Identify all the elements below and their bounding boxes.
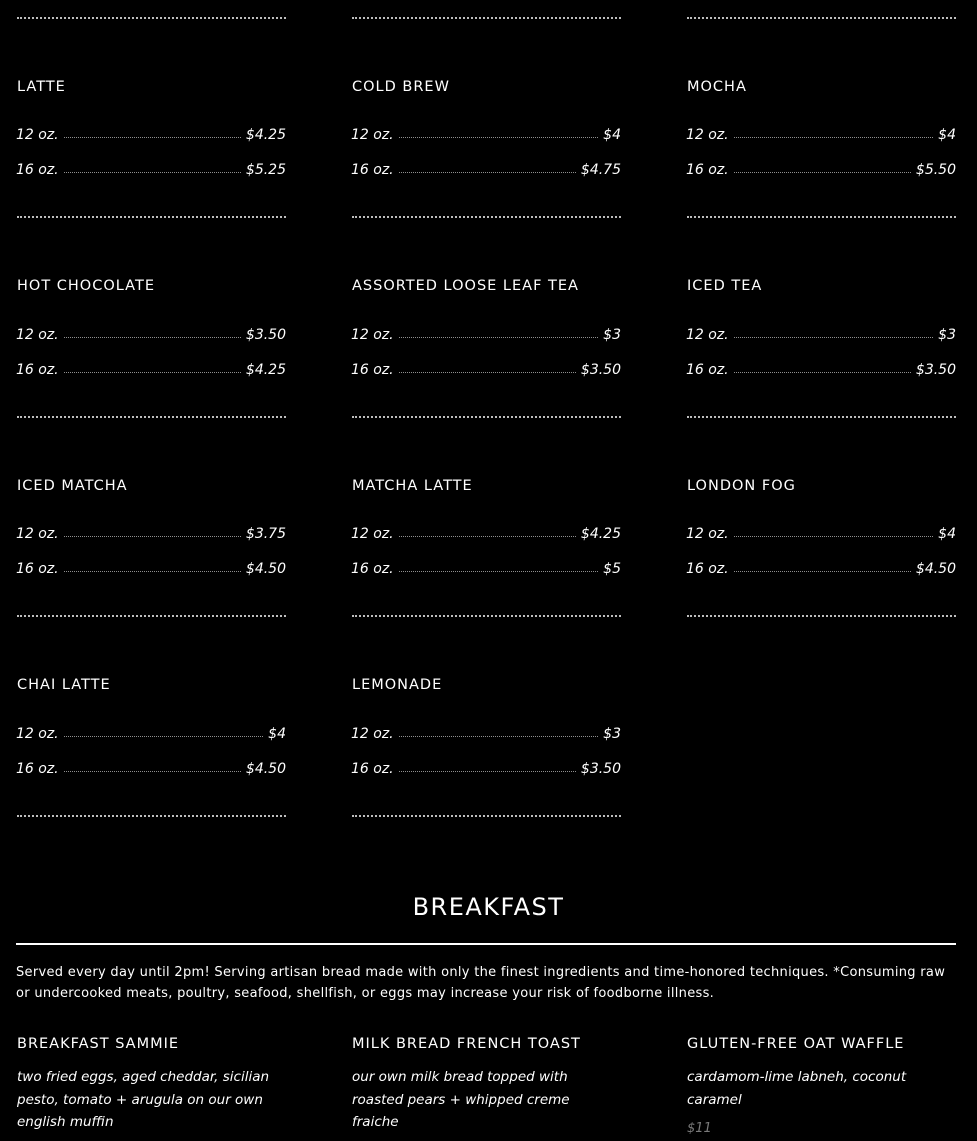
menu-separator bbox=[17, 416, 286, 418]
price-row-12oz bbox=[16, 522, 286, 542]
price-leader bbox=[64, 771, 241, 772]
item-name: ASSORTED LOOSE LEAF TEA bbox=[352, 278, 579, 294]
price-row-16oz bbox=[16, 158, 286, 178]
price-leader bbox=[734, 337, 934, 338]
price-leader bbox=[734, 137, 934, 138]
section-description: Served every day until 2pm! Serving artisan bread made with only the finest ingredients and time-honored techniques. *Consuming raw or undercooked meats, poultry, seafood, shellfish, or eggs may increase your risk of foodborne illness. bbox=[16, 965, 946, 1001]
price-leader bbox=[64, 372, 241, 373]
section-divider bbox=[16, 943, 956, 945]
menu-separator bbox=[352, 416, 621, 418]
menu-separator bbox=[687, 416, 956, 418]
menu-item-london-fog bbox=[687, 478, 957, 588]
price-row-12oz bbox=[686, 323, 956, 343]
price-row-16oz bbox=[351, 158, 621, 178]
size-label: 16 oz. bbox=[16, 761, 59, 777]
item-name: ICED TEA bbox=[687, 278, 763, 294]
price-row-12oz bbox=[351, 123, 621, 143]
size-label: 12 oz. bbox=[16, 726, 59, 742]
price-leader bbox=[399, 736, 599, 737]
price-value: $3.50 bbox=[580, 362, 621, 378]
menu-item-breakfast-sammie bbox=[17, 1036, 287, 1134]
price-leader bbox=[399, 771, 576, 772]
price-row-16oz bbox=[16, 557, 286, 577]
price-row-16oz bbox=[686, 557, 956, 577]
price-value: $3.50 bbox=[245, 327, 286, 343]
size-label: 16 oz. bbox=[351, 162, 394, 178]
price-leader bbox=[64, 736, 264, 737]
price-value: $3.75 bbox=[245, 526, 286, 542]
size-label: 12 oz. bbox=[351, 526, 394, 542]
menu-separator bbox=[352, 615, 621, 617]
price-row-16oz bbox=[351, 358, 621, 378]
price-leader bbox=[64, 172, 241, 173]
price-value: $3.50 bbox=[915, 362, 956, 378]
size-label: 16 oz. bbox=[686, 362, 729, 378]
price-value: $4 bbox=[268, 726, 286, 742]
menu-item-assorted-loose-leaf-tea bbox=[352, 278, 622, 388]
menu-item-cold-brew bbox=[352, 79, 622, 189]
price-value: $4.50 bbox=[915, 561, 956, 577]
item-description: two fried eggs, aged cheddar, sicilian pesto, tomato + arugula on our own english muffin bbox=[17, 1069, 270, 1130]
price-row-12oz bbox=[16, 323, 286, 343]
size-label: 16 oz. bbox=[351, 362, 394, 378]
menu-separator bbox=[687, 216, 956, 218]
item-name: MATCHA LATTE bbox=[352, 478, 473, 494]
price-value: $4.25 bbox=[245, 362, 286, 378]
size-label: 12 oz. bbox=[686, 127, 729, 143]
price-leader bbox=[64, 137, 241, 138]
item-name: LEMONADE bbox=[352, 677, 443, 693]
menu-separator bbox=[17, 17, 286, 19]
item-description: cardamom-lime labneh, coconut caramel bbox=[687, 1069, 907, 1108]
price-leader bbox=[734, 172, 911, 173]
price-leader bbox=[64, 536, 241, 537]
price-value: $4.25 bbox=[245, 127, 286, 143]
price-row-12oz bbox=[351, 522, 621, 542]
item-name: BREAKFAST SAMMIE bbox=[17, 1036, 180, 1052]
price-leader bbox=[399, 536, 576, 537]
item-name: MILK BREAD FRENCH TOAST bbox=[352, 1036, 581, 1052]
price-row-12oz bbox=[16, 123, 286, 143]
size-label: 16 oz. bbox=[351, 561, 394, 577]
price-leader bbox=[399, 571, 599, 572]
item-description: our own milk bread topped with roasted pears + whipped creme fraiche bbox=[352, 1069, 570, 1130]
menu-separator bbox=[352, 17, 621, 19]
price-value: $3.50 bbox=[580, 761, 621, 777]
price-leader bbox=[399, 172, 576, 173]
price-value: $4 bbox=[603, 127, 621, 143]
size-label: 16 oz. bbox=[16, 561, 59, 577]
item-name: ICED MATCHA bbox=[17, 478, 128, 494]
menu-item-gluten-free-oat-waffle bbox=[687, 1036, 937, 1136]
price-row-12oz bbox=[351, 722, 621, 742]
size-label: 12 oz. bbox=[16, 526, 59, 542]
item-name: HOT CHOCOLATE bbox=[17, 278, 155, 294]
menu-item-mocha bbox=[687, 79, 957, 189]
size-label: 16 oz. bbox=[686, 162, 729, 178]
item-name: COLD BREW bbox=[352, 79, 450, 95]
price-leader bbox=[399, 372, 576, 373]
item-name: MOCHA bbox=[687, 79, 747, 95]
price-leader bbox=[734, 536, 934, 537]
menu-item-iced-matcha bbox=[17, 478, 287, 588]
size-label: 12 oz. bbox=[686, 327, 729, 343]
item-price: $11 bbox=[687, 1121, 712, 1136]
price-row-12oz bbox=[686, 123, 956, 143]
menu-separator bbox=[17, 216, 286, 218]
price-row-16oz bbox=[16, 757, 286, 777]
menu-item-iced-tea bbox=[687, 278, 957, 388]
price-value: $4.25 bbox=[580, 526, 621, 542]
price-row-12oz bbox=[351, 323, 621, 343]
size-label: 12 oz. bbox=[351, 726, 394, 742]
price-leader bbox=[64, 571, 241, 572]
menu-item-milk-bread-french-toast bbox=[352, 1036, 592, 1134]
price-value: $3 bbox=[603, 327, 621, 343]
price-leader bbox=[734, 372, 911, 373]
menu-item-hot-chocolate bbox=[17, 278, 287, 388]
price-row-16oz bbox=[16, 358, 286, 378]
price-row-16oz bbox=[351, 557, 621, 577]
section-title-breakfast: BREAKFAST bbox=[412, 893, 565, 921]
price-value: $4 bbox=[938, 526, 956, 542]
price-value: $5 bbox=[603, 561, 621, 577]
price-value: $5.25 bbox=[245, 162, 286, 178]
price-value: $4.50 bbox=[245, 561, 286, 577]
menu-separator bbox=[17, 615, 286, 617]
price-value: $4.50 bbox=[245, 761, 286, 777]
size-label: 12 oz. bbox=[351, 327, 394, 343]
price-row-16oz bbox=[686, 358, 956, 378]
price-value: $5.50 bbox=[915, 162, 956, 178]
size-label: 12 oz. bbox=[686, 526, 729, 542]
menu-item-lemonade bbox=[352, 677, 622, 787]
price-leader bbox=[734, 571, 911, 572]
item-name: CHAI LATTE bbox=[17, 677, 111, 693]
item-name: LONDON FOG bbox=[687, 478, 796, 494]
price-value: $4.75 bbox=[580, 162, 621, 178]
size-label: 16 oz. bbox=[686, 561, 729, 577]
size-label: 12 oz. bbox=[16, 127, 59, 143]
size-label: 12 oz. bbox=[16, 327, 59, 343]
menu-item-chai-latte bbox=[17, 677, 287, 787]
price-leader bbox=[64, 337, 241, 338]
menu-separator bbox=[352, 815, 621, 817]
price-leader bbox=[399, 137, 599, 138]
price-leader bbox=[399, 337, 599, 338]
price-row-16oz bbox=[351, 757, 621, 777]
menu-item-matcha-latte bbox=[352, 478, 622, 588]
size-label: 12 oz. bbox=[351, 127, 394, 143]
menu-item-latte bbox=[17, 79, 287, 189]
menu-separator bbox=[352, 216, 621, 218]
size-label: 16 oz. bbox=[16, 162, 59, 178]
size-label: 16 oz. bbox=[351, 761, 394, 777]
item-name: GLUTEN-FREE OAT WAFFLE bbox=[687, 1036, 905, 1052]
size-label: 16 oz. bbox=[16, 362, 59, 378]
price-row-16oz bbox=[686, 158, 956, 178]
menu-separator bbox=[687, 17, 956, 19]
menu-separator bbox=[17, 815, 286, 817]
item-name: LATTE bbox=[17, 79, 66, 95]
price-value: $3 bbox=[603, 726, 621, 742]
price-value: $4 bbox=[938, 127, 956, 143]
price-value: $3 bbox=[938, 327, 956, 343]
menu-separator bbox=[687, 615, 956, 617]
price-row-12oz bbox=[686, 522, 956, 542]
price-row-12oz bbox=[16, 722, 286, 742]
